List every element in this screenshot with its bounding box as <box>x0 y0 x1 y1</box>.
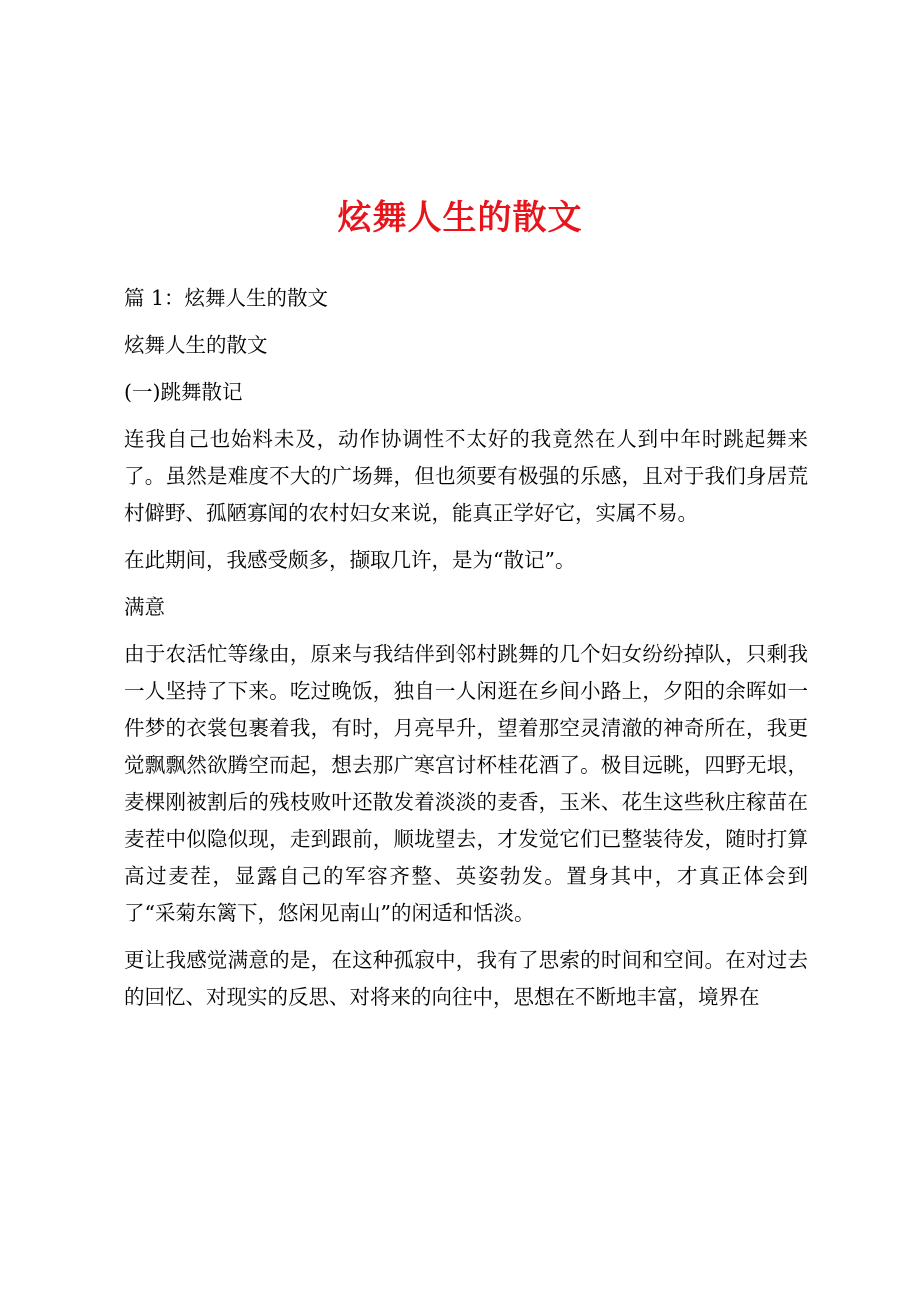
essay-title: 炫舞人生的散文 <box>124 333 268 357</box>
body-paragraph: 更让我感觉满意的是，在这种孤寂中，我有了思索的时间和空间。在对过去的回忆、对现实的反思、对将来的向往中，思想在不断地丰富，境界在 <box>124 948 808 1009</box>
body-paragraph: 由于农活忙等缘由，原来与我结伴到邻村跳舞的几个妇女纷纷掉队，只剩我一人坚持了下来。吃过晚饭，独自一人闲逛在乡间小路上，夕阳的余晖如一件梦的衣裳包裹着我，有时，月亮早升，望着那空灵清澈的神奇所在，我更觉飘飘然欲腾空而起，想去那广寒宫讨杯桂花酒了。极目远眺，四野无垠，麦棵刚被割后的残枝败叶还散发着淡淡的麦香，玉米、花生这些秋庄稼苗在麦茬中似隐似现，走到跟前，顺垅望去，才发觉它们已整装待发，随时打算高过麦茬，显露自己的军容齐整、英姿勃发。置身其中，才真正体会到了“采菊东篱下，悠闲见南山”的闲适和恬淡。 <box>124 642 808 925</box>
document-title: 炫舞人生的散文 <box>337 198 583 238</box>
document-body <box>124 280 808 1026</box>
body-paragraph: 连我自己也始料未及，动作协调性不太好的我竟然在人到中年时跳起舞来了。虽然是难度不大的广场舞，但也须要有极强的乐感，且对于我们身居荒村僻野、孤陋寡闻的农村妇女来说，能真正学好它，实属不易。 <box>124 427 808 525</box>
section-heading: 篇 1：炫舞人生的散文 <box>124 286 329 310</box>
subsection-heading: (一)跳舞散记 <box>124 380 243 404</box>
subheading-satisfaction: 满意 <box>124 595 165 619</box>
body-paragraph: 在此期间，我感受颇多，撷取几许，是为“散记”。 <box>124 548 576 572</box>
